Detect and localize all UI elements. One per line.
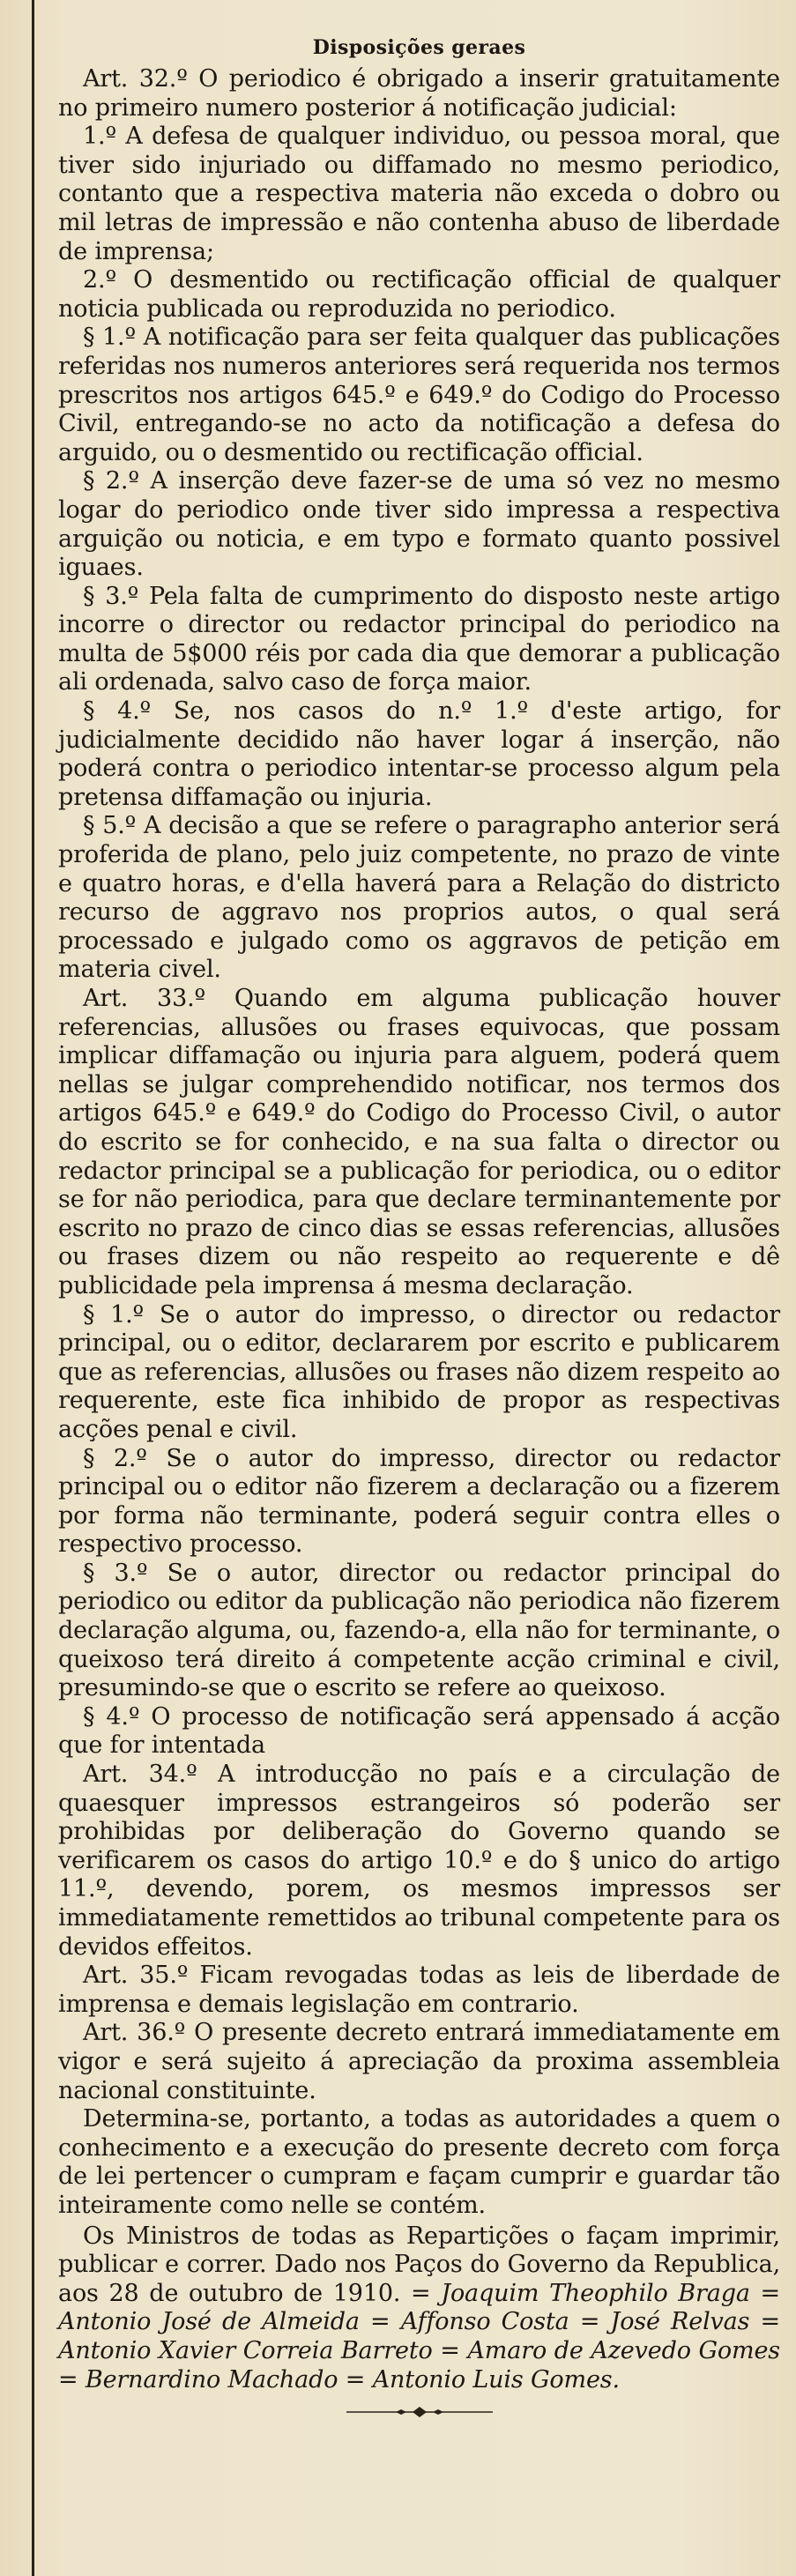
- paragraph-art-32-sec-3: § 3.º Pela falta de cumprimento do disposto neste artigo incorre o director ou redactor principal do periodico na multa de 5$000 réis por cada dia que demorar a publicação ali ordenada, salvo caso de força maior.: [58, 582, 780, 696]
- signatories: Joaquim Theophilo Braga = Antonio José de Almeida = Affonso Costa = José Relvas = Antonio Xavier Correia Barreto = Amaro de Azevedo Gomes = Bernardino Machado = Antonio Luis Gomes.: [58, 2279, 780, 2394]
- decree-body: [58, 65, 780, 2394]
- paragraph-art-33-sec-4: § 4.º O processo de notificação será appensado á acção que for intentada: [58, 1702, 780, 1760]
- paragraph-art-32-sec-2: § 2.º A inserção deve fazer-se de uma só vez no mesmo logar do periodico onde tiver sido impressa a respectiva arguição ou noticia, e em typo e formato quanto possivel iguaes.: [58, 467, 780, 582]
- paragraph-art-32-sec-5: § 5.º A decisão a que se refere o paragrapho anterior será proferida de plano, pelo juiz competente, no prazo de vinte e quatro horas, e d'ella haverá para a Relação do districto recurso de aggravo nos proprios autos, o qual será processado e julgado como os aggravos de petição em materia civel.: [58, 812, 780, 984]
- paragraph-art-32-item-1: 1.º A defesa de qualquer individuo, ou pessoa moral, que tiver sido injuriado ou diffamado no mesmo periodico, contanto que a respectiva materia não exceda o dobro ou mil letras de impressão e não contenha abuso de liberdade de imprensa;: [58, 123, 780, 265]
- end-ornament: [345, 2405, 495, 2419]
- paragraph-art-32-sec-1: § 1.º A notificação para ser feita qualquer das publicações referidas nos numeros anteriores será requerida nos termos prescritos nos artigos 645.º e 649.º do Codigo do Processo Civil, entregando-se no acto da notificação a defesa do arguido, ou o desmentido ou rectificação official.: [58, 324, 780, 466]
- column-rule: [32, 0, 34, 2576]
- paragraph-art-33: Art. 33.º Quando em alguma publicação houver referencias, allusões ou frases equivocas, que possam implicar diffamação ou injuria para alguem, poderá quem nellas se julgar comprehendido notificar, nos termos dos artigos 645.º e 649.º do Codigo do Processo Civil, o autor do escrito se for conhecido, e na sua falta o director ou redactor principal se a publicação for periodica, ou o editor se for não periodica, para que declare terminantemente por escrito no prazo de cinco dias se essas referencias, allusões ou frases dizem ou não respeito ao requerente e dê publicidade pela imprensa á mesma declaração.: [58, 985, 780, 1299]
- paragraph-art-32-sec-4: § 4.º Se, nos casos do n.º 1.º d'este artigo, for judicialmente decidido não haver logar á inserção, não poderá contra o periodico intentar-se processo algum pela pretensa diffamação ou injuria.: [58, 697, 780, 811]
- paragraph-art-35: Art. 35.º Ficam revogadas todas as leis de liberdade de imprensa e demais legislação em contrario.: [58, 1962, 780, 2018]
- paragraph-art-32-item-2: 2.º O desmentido ou rectificação official de qualquer noticia publicada ou reproduzida no periodico.: [58, 266, 780, 323]
- paragraph-art-36: Art. 36.º O presente decreto entrará immediatamente em vigor e será sujeito á apreciação da proxima assembleia nacional constituinte.: [58, 2019, 780, 2104]
- paragraph-art-33-sec-3: § 3.º Se o autor, director ou redactor principal do periodico ou editor da publicação não periodica não fizerem declaração alguma, ou, fazendo-a, ella não for terminante, o queixoso terá direito á competente acção criminal e civil, presumindo-se que o escrito se refere ao queixoso.: [58, 1559, 780, 1702]
- closing-paragraph: [58, 2222, 780, 2395]
- paragraph-determination: Determina-se, portanto, a todas as autoridades a quem o conhecimento e a execução do presente decreto com força de lei pertencer o cumpram e façam cumprir e guardar tão inteiramente como nelle se contém.: [58, 2105, 780, 2219]
- paragraph-art-32: Art. 32.º O periodico é obrigado a inserir gratuitamente no primeiro numero posterior á notificação judicial:: [58, 65, 780, 122]
- closing-text: Os Ministros de todas as Repartições o façam imprimir, publicar e correr. Dado nos Paços do Governo da Republica, aos 28 de outubro de 1910. =: [58, 2222, 780, 2307]
- section-heading: Disposições geraes: [312, 36, 526, 59]
- paragraph-art-33-sec-2: § 2.º Se o autor do impresso, director ou redactor principal ou o editor não fizerem a declaração ou a fizerem por forma não terminante, poderá seguir contra elles o respectivo processo.: [58, 1444, 780, 1559]
- paragraph-art-33-sec-1: § 1.º Se o autor do impresso, o director ou redactor principal, ou o editor, declararem por escrito e publicarem que as referencias, allusões ou frases não dizem respeito ao requerente, este fica inhibido de propor as respectivas acções penal e civil.: [58, 1300, 780, 1443]
- paragraph-art-34: Art. 34.º A introducção no país e a circulação de quaesquer impressos estrangeiros só poderão ser prohibidas por deliberação do Governo quando se verificarem os casos do artigo 10.º e do § unico do artigo 11.º, devendo, porem, os mesmos impressos ser immediatamente remettidos ao tribunal competente para os devidos effeitos.: [58, 1761, 780, 1961]
